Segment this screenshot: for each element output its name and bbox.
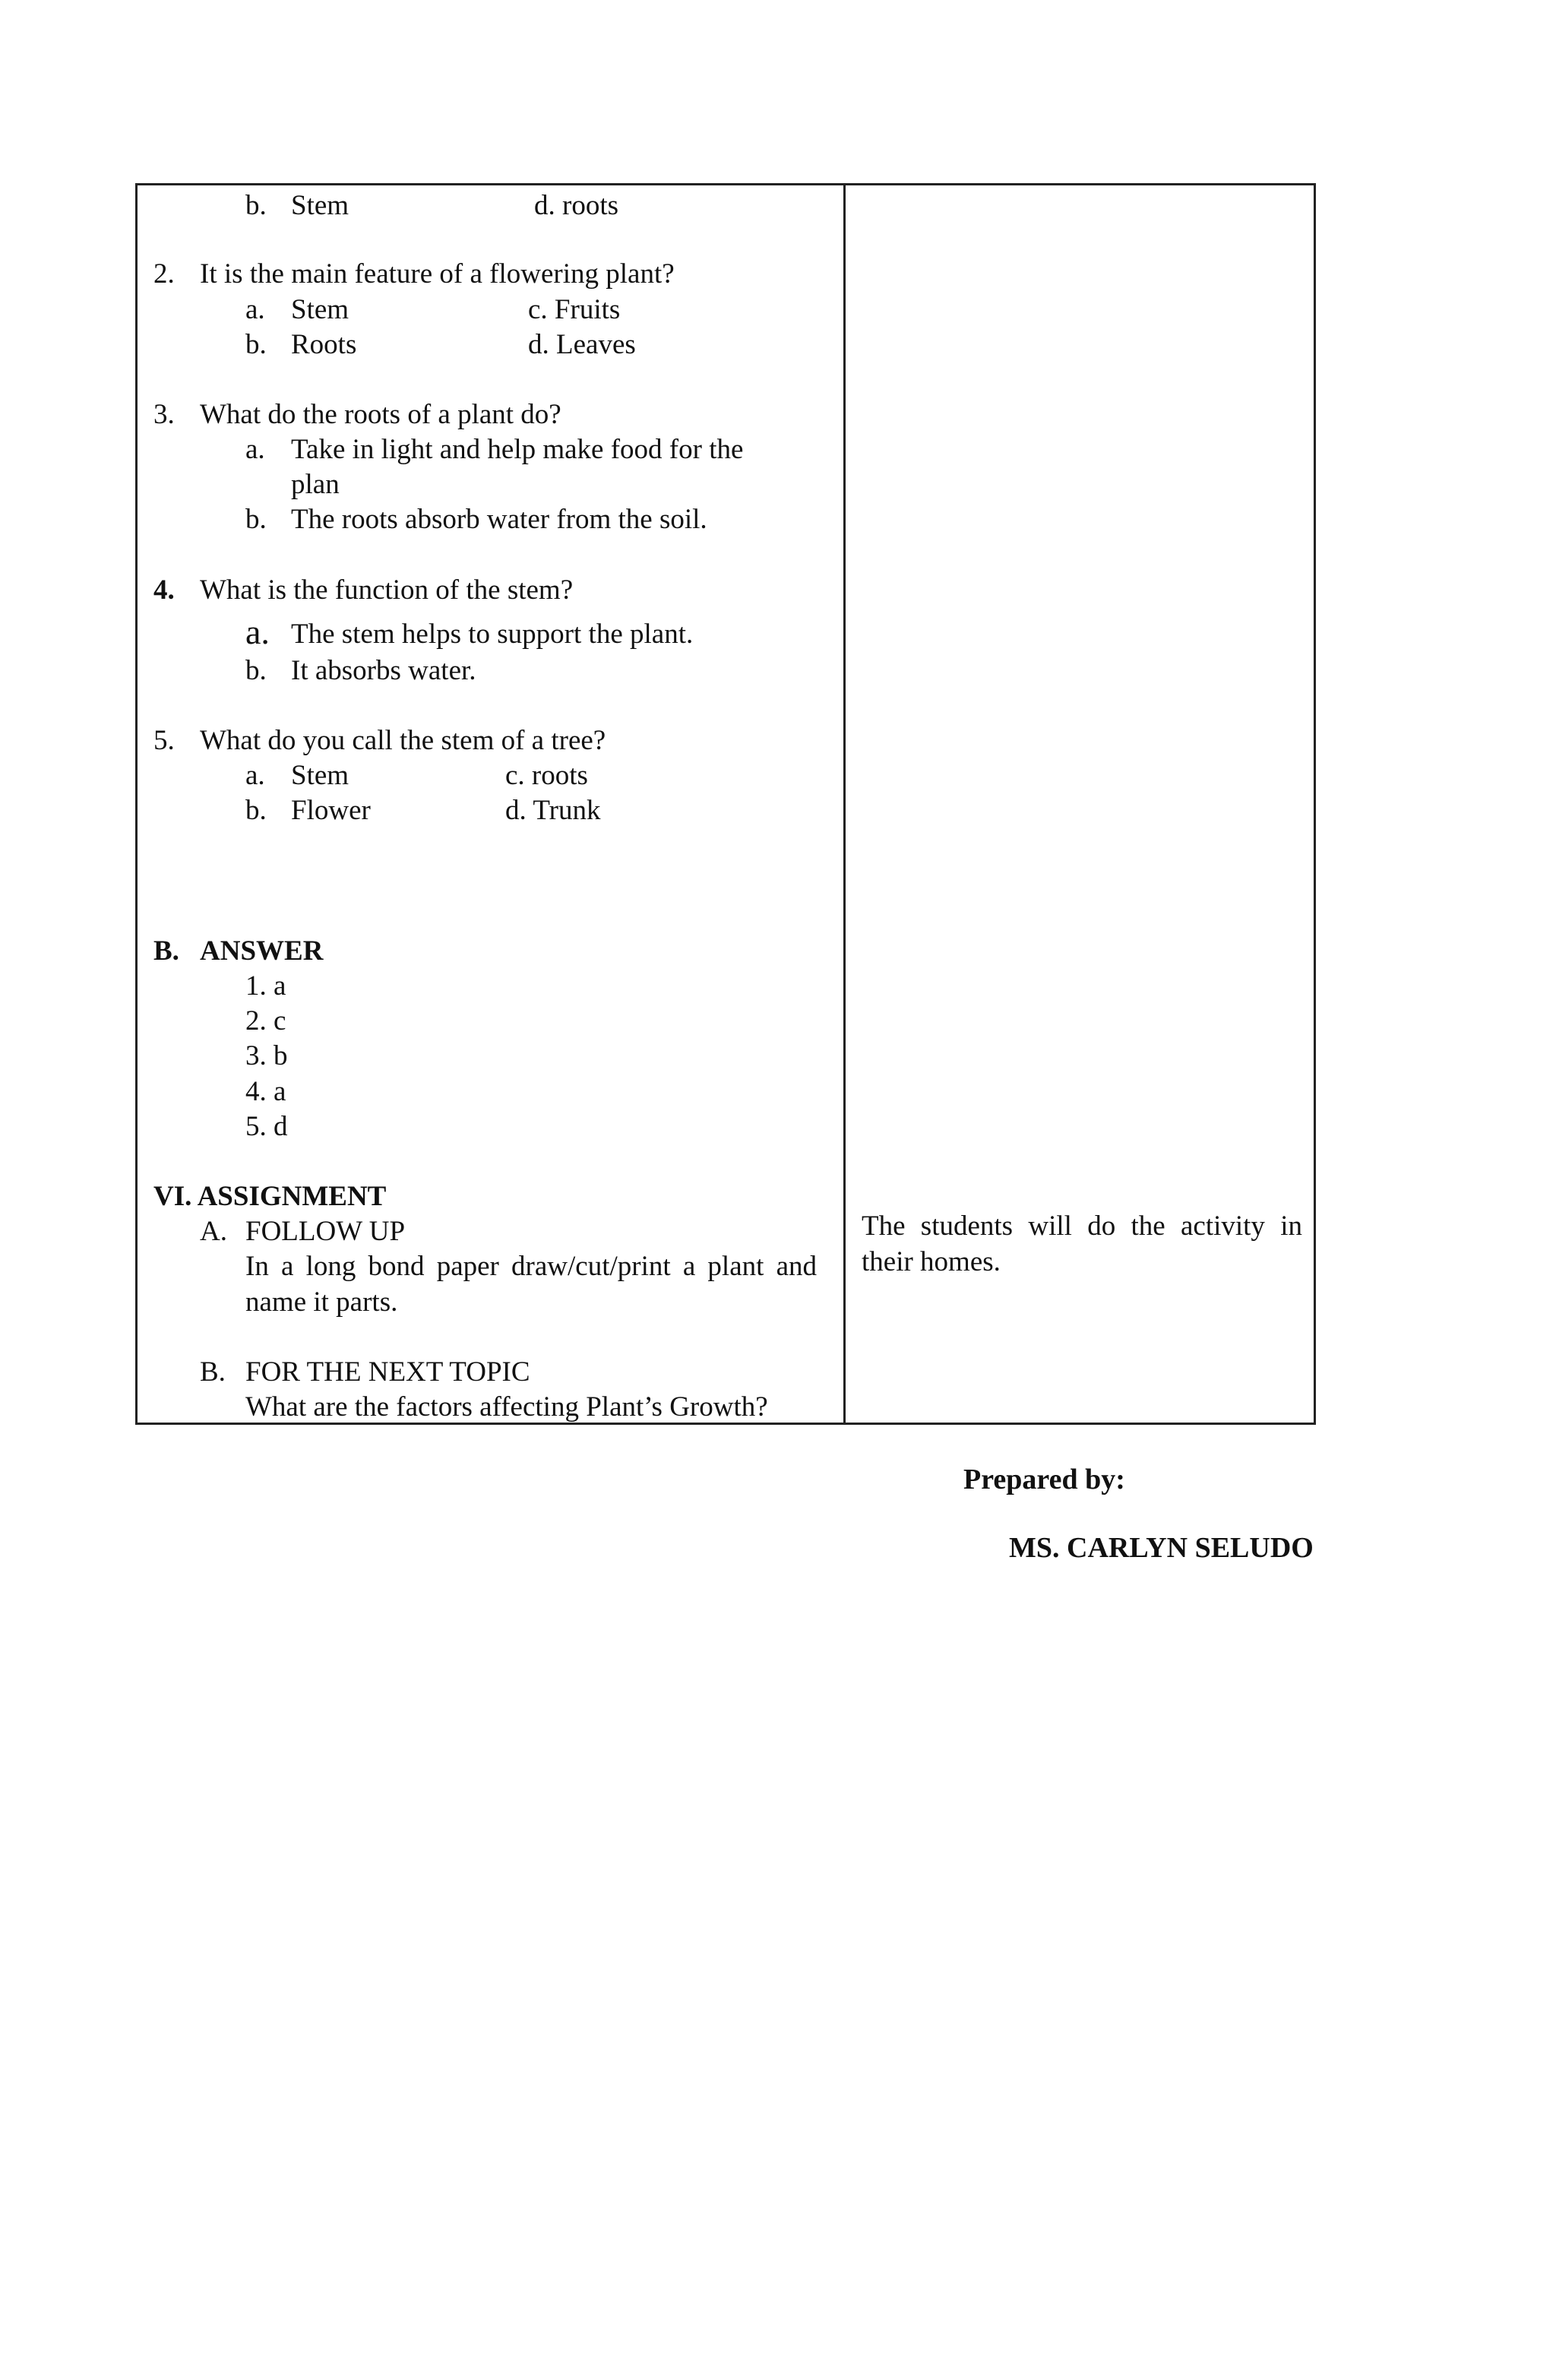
q1-option-b-letter: b.: [245, 190, 267, 221]
prepared-by-label: Prepared by:: [963, 1464, 1125, 1495]
q5-option-b-text: Flower: [291, 795, 371, 826]
follow-up-text: In a long bond paper draw/cut/print a plant and name it parts.: [245, 1251, 817, 1318]
q3-option-b-letter: b.: [245, 504, 267, 535]
next-topic-text: What are the factors affecting Plant’s Growth?: [245, 1391, 768, 1423]
q2-option-d: d. Leaves: [528, 329, 636, 360]
q3-question: What do the roots of a plant do?: [200, 399, 561, 430]
q3-number: 3.: [153, 399, 175, 430]
q5-option-d: d. Trunk: [505, 795, 601, 826]
column-divider: [843, 185, 846, 1423]
q4-option-b-letter: b.: [245, 655, 267, 686]
q5-option-a-text: Stem: [291, 760, 349, 791]
answer-heading: ANSWER: [200, 935, 324, 967]
follow-up-letter: A.: [200, 1216, 227, 1247]
q2-option-a-text: Stem: [291, 294, 349, 325]
q2-option-a-letter: a.: [245, 294, 265, 325]
q2-question: It is the main feature of a flowering plant?: [200, 258, 675, 290]
q5-option-c: c. roots: [505, 760, 588, 791]
q1-option-d: d. roots: [534, 190, 618, 221]
activity-description: The students will do the activity in their homes.: [862, 1211, 1302, 1277]
answer-item: 3. b: [245, 1040, 288, 1071]
answer-item: 1. a: [245, 970, 286, 1002]
q4-number: 4.: [153, 574, 175, 606]
q4-option-a-text: The stem helps to support the plant.: [291, 619, 694, 650]
q3-option-a-text-line2: plan: [291, 469, 340, 500]
next-topic-title: FOR THE NEXT TOPIC: [245, 1356, 530, 1388]
q5-option-a-letter: a.: [245, 760, 265, 791]
assignment-heading: VI. ASSIGNMENT: [153, 1181, 387, 1212]
answer-item: 4. a: [245, 1076, 286, 1107]
preparer-name: MS. CARLYN SELUDO: [1009, 1532, 1314, 1564]
q4-question: What is the function of the stem?: [200, 574, 574, 606]
q2-option-b-letter: b.: [245, 329, 267, 360]
q2-option-c: c. Fruits: [528, 294, 621, 325]
q5-number: 5.: [153, 725, 175, 756]
q3-option-b-text: The roots absorb water from the soil.: [291, 504, 707, 535]
q5-option-b-letter: b.: [245, 795, 267, 826]
follow-up-title: FOLLOW UP: [245, 1216, 406, 1247]
q4-option-a-letter: a.: [245, 612, 270, 651]
q3-option-a-text-line1: Take in light and help make food for the: [291, 434, 744, 465]
q5-question: What do you call the stem of a tree?: [200, 725, 606, 756]
q2-number: 2.: [153, 258, 175, 290]
answer-item: 2. c: [245, 1005, 286, 1037]
answer-letter: B.: [153, 935, 179, 967]
q4-option-b-text: It absorbs water.: [291, 655, 476, 686]
lesson-plan-table: [135, 183, 1316, 1425]
q3-option-a-letter: a.: [245, 434, 265, 465]
q1-option-b-text: Stem: [291, 190, 349, 221]
q2-option-b-text: Roots: [291, 329, 357, 360]
next-topic-letter: B.: [200, 1356, 226, 1388]
answer-item: 5. d: [245, 1111, 288, 1142]
